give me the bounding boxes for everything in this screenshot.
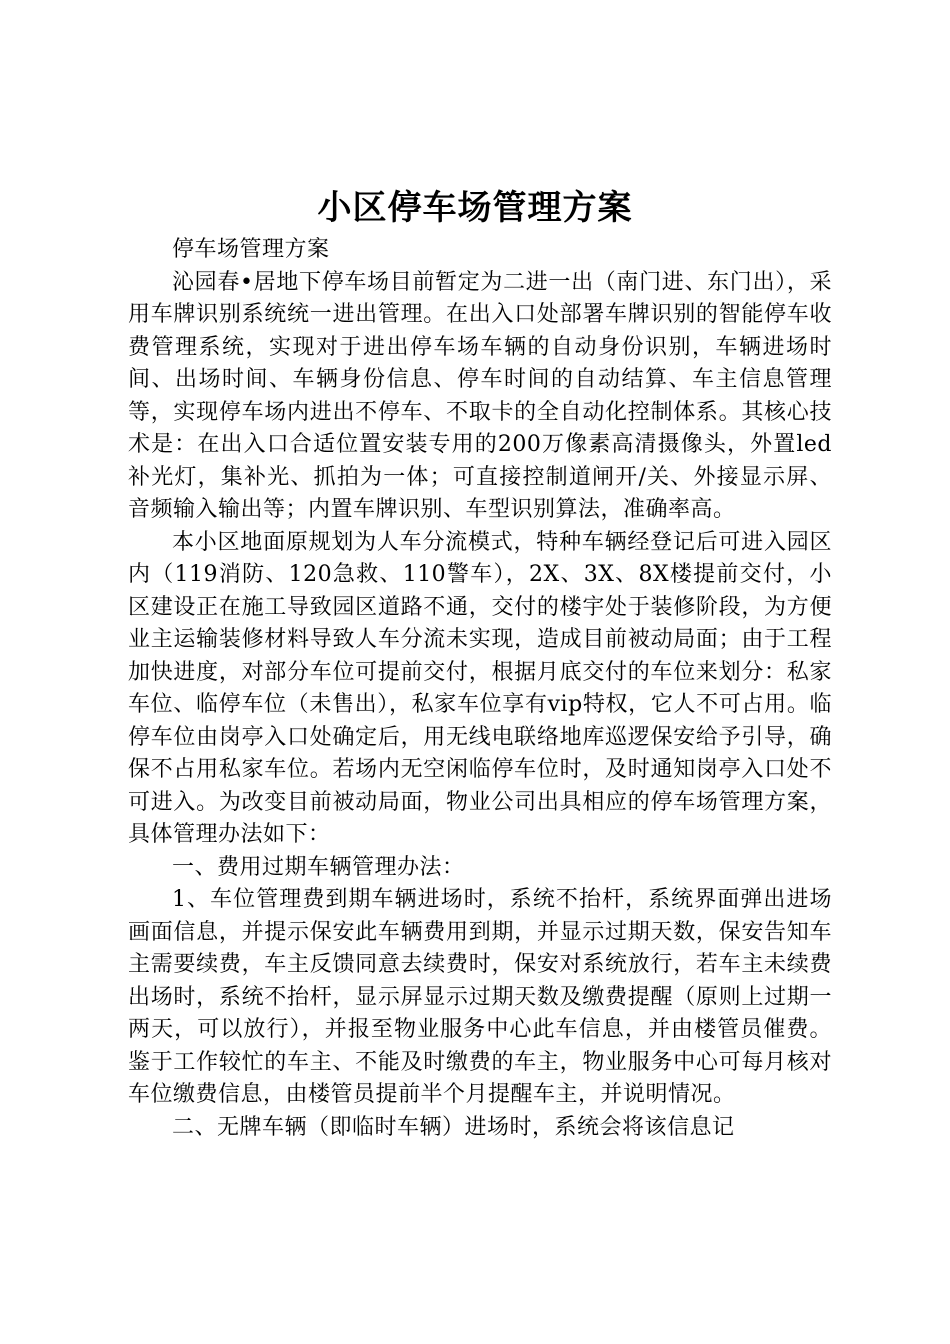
document-body	[128, 234, 832, 1144]
paragraph-item-one: 1、车位管理费到期车辆进场时，系统不抬杆，系统界面弹出进场画面信息，并提示保安此车辆费用到期，并显示过期天数，保安告知车主需要续费，车主反馈同意去续费时，保安对系统放行，若车主未续费出场时，系统不抬杆，显示屏显示过期天数及缴费提醒（原则上过期一两天，可以放行），并报至物业服务中心此车信息，并由楼管员催费。鉴于工作较忙的车主、不能及时缴费的车主，物业服务中心可每月核对车位缴费信息，由楼管员提前半个月提醒车主，并说明情况。	[128, 887, 832, 1107]
paragraph-heading: 停车场管理方案	[172, 237, 330, 262]
paragraph-system-intro: 沁园春•居地下停车场目前暂定为二进一出（南门进、东门出），采用车牌识别系统统一进出管理。在出入口处部署车牌识别的智能停车收费管理系统，实现对于进出停车场车辆的自动身份识别，车辆进场时间、出场时间、车辆身份信息、停车时间的自动结算、车主信息管理等，实现停车场内进出不停车、不取卡的全自动化控制体系。其核心技术是：在出入口合适位置安装专用的200万像素高清摄像头，外置led补光灯，集补光、抓拍为一体；可直接控制道闸开/关、外接显示屏、音频输入输出等；内置车牌识别、车型识别算法，准确率高。	[128, 269, 832, 522]
paragraph-section-one: 一、费用过期车辆管理办法：	[172, 854, 465, 880]
document-title: 小区停车场管理方案	[317, 188, 633, 228]
paragraph-section-two: 二、无牌车辆（即临时车辆）进场时，系统会将该信息记	[172, 1114, 735, 1140]
paragraph-background: 本小区地面原规划为人车分流模式，特种车辆经登记后可进入园区内（119消防、120急救、110警车），2X、3X、8X楼提前交付，小区建设正在施工导致园区道路不通，交付的楼宇处于装修阶段，为方便业主运输装修材料导致人车分流未实现，造成目前被动局面；由于工程加快进度，对部分车位可提前交付，根据月底交付的车位来划分：私家车位、临停车位（未售出），私家车位享有vip特权，它人不可占用。临停车位由岗亭入口处确定后，用无线电联络地库巡逻保安给予引导，确保不占用私家车位。若场内无空闲临停车位时，及时通知岗亭入口处不可进入。为改变目前被动局面，物业公司出具相应的停车场管理方案，具体管理办法如下：	[128, 529, 832, 847]
